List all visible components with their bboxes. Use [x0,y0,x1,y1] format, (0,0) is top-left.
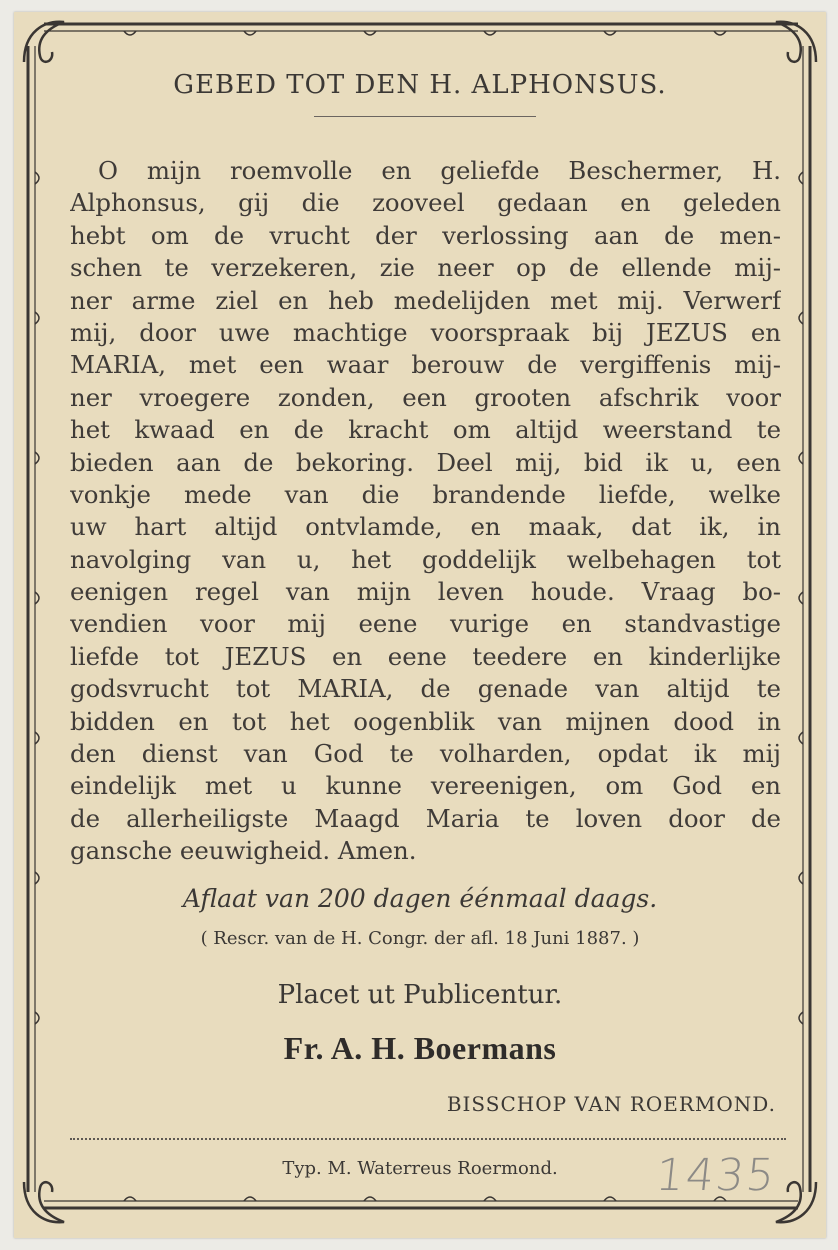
handwritten-number: 1435 [653,1150,779,1201]
prayer-line: bieden aan de bekoring. Deel mij, bid ik u, een [70,447,781,477]
prayer-line: den dienst van God te volharden, opdat ik mij [70,739,781,769]
prayer-line: eenigen regel van mijn leven houde. Vraag bo- [70,577,781,607]
printer-imprint: Typ. M. Waterreus Roermond. [282,1158,558,1179]
prayer-text [70,155,781,868]
prayer-line: de allerheiligste Maagd Maria te loven door de [70,803,781,833]
prayer-line: vonkje mede van die brandende liefde, welke [70,479,781,509]
indulgence-note: Aflaat van 200 dagen éénmaal daags. [182,884,658,913]
prayer-line: liefde tot JEZUS en eene teedere en kinderlijke [70,641,781,671]
prayer-line: Alphonsus, gij die zooveel gedaan en geleden [70,188,781,218]
title-divider [314,116,536,117]
prayer-line: eindelijk met u kunne vereenigen, om God en [70,771,781,801]
placet-approval: Placet ut Publicentur. [277,980,563,1010]
prayer-line: bidden en tot het oogenblik van mijnen dood in [70,706,781,736]
prayer-line: uw hart altijd ontvlamde, en maak, dat ik, in [70,512,781,542]
prayer-line: hebt om de vrucht der verlossing aan de men- [70,220,781,250]
bishop-name: Fr. A. H. Boermans [283,1030,557,1066]
prayer-line: navolging van u, het goddelijk welbehagen tot [70,544,781,574]
footer-divider [70,1138,786,1140]
prayer-line: ner vroegere zonden, een grooten afschrik voor [70,382,781,412]
bishop-title: BISSCHOP VAN ROERMOND. [446,1092,776,1116]
prayer-line: vendien voor mij eene vurige en standvastige [70,609,781,639]
prayer-line: ner arme ziel en heb medelijden met mij. Verwerf [70,285,781,315]
rescript-note: ( Rescr. van de H. Congr. der afl. 18 Juni 1887. ) [200,928,640,949]
prayer-line: schen te verzekeren, zie neer op de ellende mij- [70,253,781,283]
prayer-line: MARIA, met een waar berouw de vergiffenis mij- [70,350,781,380]
prayer-line: mij, door uwe machtige voorspraak bij JEZUS en [70,317,781,347]
prayer-title: GEBED TOT DEN H. ALPHONSUS. [173,70,667,100]
prayer-line: het kwaad en de kracht om altijd weerstand te [70,415,781,445]
prayer-line: O mijn roemvolle en geliefde Beschermer, H. [98,156,781,185]
prayer-line: godsvrucht tot MARIA, de genade van altijd te [70,674,781,704]
prayer-line: gansche eeuwigheid. Amen. [70,836,417,866]
prayer-card [14,12,826,1238]
